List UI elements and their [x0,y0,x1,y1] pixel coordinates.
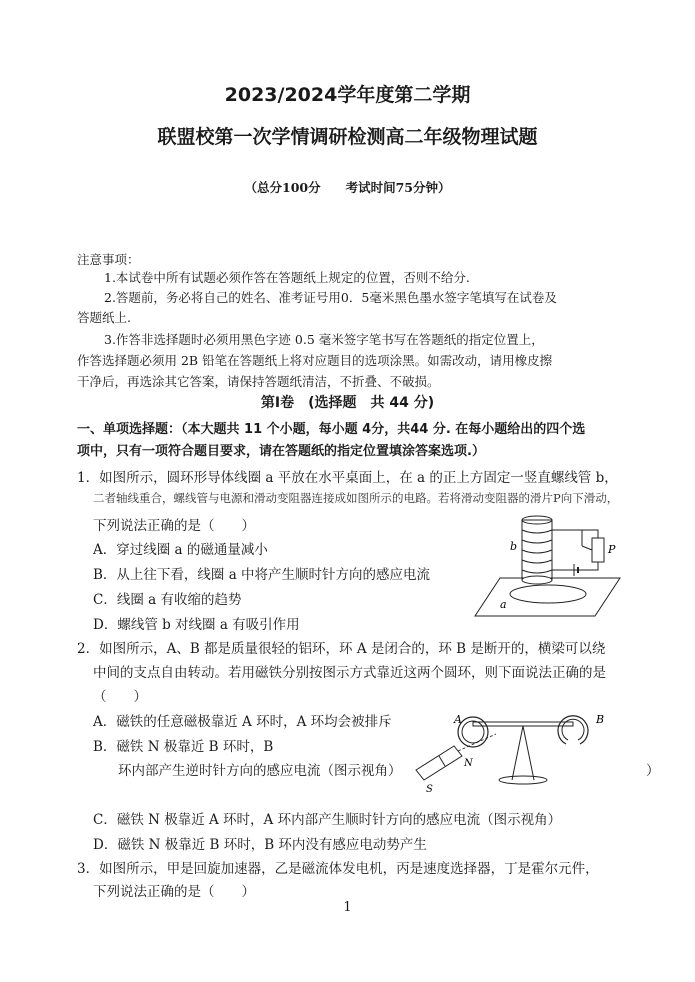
notice-item-2a: 2.答题前，务必将自己的姓名、准考证号用0．5毫米黑色墨水签字笔填写在试卷及 [104,290,557,305]
page-number: 1 [343,900,352,915]
notice-item-2b: 答题纸上. [77,310,131,325]
q2-option-a: A．磁铁的任意磁极靠近 A 环时，A 环均会被排斥 [93,714,392,730]
q2-stem-3: （ ） [93,689,147,705]
notice-title: 注意事项： [77,252,140,267]
notice-item-1: 1.本试卷中所有试题必须作答在答题纸上规定的位置，否则不给分. [104,270,470,285]
q1-option-a: A．穿过线圈 a 的磁通量减小 [93,542,268,558]
q2-label-s: S [426,784,433,795]
q2-label-b: B [596,713,605,726]
q1-option-d: D．螺线管 b 对线圈 a 有吸引作用 [93,617,300,633]
q3-stem-2: 下列说法正确的是（ ） [93,884,255,900]
q1-stem-2: 二者轴线重合，螺线管与电源和滑动变阻器连接成如图所示的电路。若将滑动变阻器的滑片P向下滑动， [93,491,619,505]
q2-option-d: D．磁铁 N 极靠近 B 环时，B 环内没有感应电动势产生 [93,837,427,853]
q1-option-b: B．从上往下看，线圈 a 中将产生顺时针方向的感应电流 [93,567,431,583]
q1-stem-3: 下列说法正确的是（ ） [93,518,255,534]
part1-instructions-b: 项中，只有一项符合题目要求，请在答题纸的指定位置填涂答案选项.） [77,444,485,459]
exam-main-title: 联盟校第一次学情调研检测高二年级物理试题 [157,126,538,148]
exam-year-title: 2023/2024学年度第二学期 [224,84,471,106]
q2-stem-1: 2．如图所示，A、B 都是质量很轻的铝环，环 A 是闭合的，环 B 是断开的，横梁可以绕 [77,641,606,657]
q1-option-c: C．线圈 a 有收缩的趋势 [93,592,242,608]
part1-instructions-a: 一、单项选择题：（本大题共 11 个小题，每小题 4分，共44 分. 在每小题给出的四个选 [77,422,586,437]
q2-label-n: N [464,758,473,769]
q2-option-b-2: 环内部产生逆时针方向的感应电流（图示视角） [118,763,402,779]
exam-info: （总分100分 考试时间75分钟） [244,180,451,195]
q1-stem-1: 1．如图所示，圆环形导体线圈 a 平放在水平桌面上，在 a 的正上方固定一竖直螺线管 b， [77,470,618,486]
notice-item-3a: 3.作答非选择题时必须用黑色字迹 0.5 毫米签字笔书写在答题纸的指定位置上， [104,332,544,347]
section-title: 第Ⅰ卷 (选择题 共 44 分) [260,395,435,411]
notice-item-3c: 干净后，再选涂其它答案，请保持答题纸清洁，不折叠、不破损。 [77,374,440,389]
q2-rings-figure [408,708,618,800]
q3-stem-1: 3．如图所示，甲是回旋加速器，乙是磁流体发电机，丙是速度选择器，丁是霍尔元件， [77,861,599,877]
q2-stem-2: 中间的支点自由转动。若用磁铁分别按图示方式靠近这两个圆环，则下面说法正确的是 [93,665,606,681]
q2-option-c: C．磁铁 N 极靠近 A 环时，A 环内部产生顺时针方向的感应电流（图示视角） [93,812,562,828]
q2-option-b-3: ） [646,763,660,779]
q1-label-p: P [608,543,616,556]
q2-label-a: A [454,713,462,726]
notice-item-3b: 作答选择题必须用 2B 铅笔在答题纸上将对应题目的选项涂黑。如需改动，请用橡皮擦 [77,353,553,368]
q1-label-a: a [500,598,507,611]
q1-label-b: b [510,540,518,553]
q1-solenoid-figure [470,508,630,620]
q2-option-b-1: B．磁铁 N 极靠近 B 环时，B [93,739,274,755]
